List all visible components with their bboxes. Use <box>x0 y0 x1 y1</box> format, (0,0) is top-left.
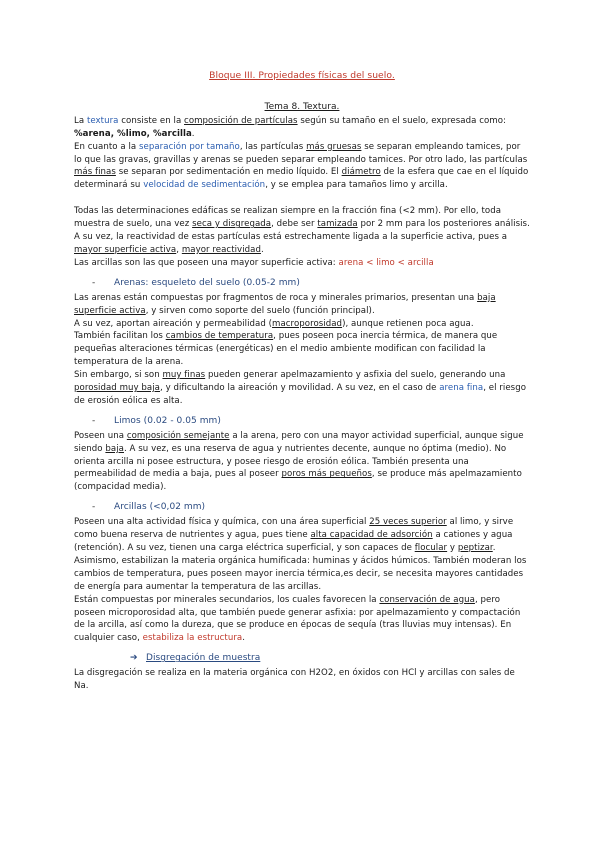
arenas-heading: - Arenas: esqueleto del suelo (0.05-2 mm) <box>92 277 300 288</box>
disgregacion-paragraph: La disgregación se realiza en la materia orgánica con H2O2, en óxidos con HCl y arcillas con sales de Na. <box>74 668 515 692</box>
clay-surface-line: Las arcillas son las que poseen una mayor superficie activa: arena < limo < arcilla <box>74 257 434 268</box>
arenas-paragraph-2: A su vez, aportan aireación y permeabilidad (macroporosidad), aunque retienen poca agua. <box>74 318 474 329</box>
determinations-paragraph: Todas las determinaciones edáficas se realizan siempre en la fracción fina (<2 mm). Por ello, toda muestra de suelo, una vez seca y disgregada, debe ser tamizada por 2 mm para los posteriores análisis. A su vez, la reactividad de estas partículas está estrechamente ligada a la superficie activa, pues a mayor superficie activa, mayor reactividad. <box>74 206 530 255</box>
topic-title: Tema 8. Textura. <box>264 101 340 112</box>
arcillas-paragraph-3: Están compuestas por minerales secundarios, los cuales favorecen la conservación de agua, pero poseen microporosidad alta, que también puede generar asfixia: por apelmazamiento y compactación de la arcilla, así como la dureza, que se produce en épocas de sequía (tras lluvias muy intensas). En cualquier caso, estabiliza la estructura. <box>74 594 521 644</box>
arenas-paragraph-3: También facilitan los cambios de temperatura, pues poseen poca inercia térmica, de manera que pequeñas alteraciones térmicas (energéticas) en el medio ambiente modifican con facilidad la temperatura de la arena. <box>74 331 498 368</box>
block-title: Bloque III. Propiedades físicas del suelo. <box>209 70 395 81</box>
separation-paragraph: En cuanto a la separación por tamaño, las partículas más gruesas se separan empleando tamices, por lo que las gravas, gravillas y arenas se pueden separar empleando tamices. Por otro lado, las partículas más finas se separan por sedimentación en medio líquido. El diámetro de la esfera que cae en el líquido determinará su velocidad de sedimentación, y se emplea para tamaños limo y arcilla. <box>74 141 529 191</box>
intro-paragraph: La textura consiste en la composición de partículas según su tamaño en el suelo, expresada como: %arena, %limo, %arcilla. <box>74 115 506 139</box>
disgregacion-heading: ➔ Disgregación de muestra <box>130 653 261 664</box>
limos-heading: - Limos (0.02 - 0.05 mm) <box>92 415 221 426</box>
arrow-right-icon: ➔ <box>130 653 138 664</box>
arcillas-heading: - Arcillas (<0,02 mm) <box>92 502 206 513</box>
arenas-paragraph-1: Las arenas están compuestas por fragmentos de roca y minerales primarios, presentan una baja superficie activa, y sirven como soporte del suelo (función principal). <box>74 292 496 316</box>
limos-paragraph: Poseen una composición semejante a la arena, pero con una mayor actividad superficial, aunque sigue siendo baja. A su vez, es una reserva de agua y nutrientes decente, aunque no óptima (medio). No orienta arcilla ni posee estructura, y posee riesgo de erosión eólica. También presenta una permeabilidad de media a baja, pues al poseer poros más pequeños, se produce más apelmazamiento (compacidad media). <box>74 430 524 493</box>
document-page <box>74 70 530 693</box>
arcillas-paragraph-1: Poseen una alta actividad física y química, con una área superficial 25 veces superior al limo, y sirve como buena reserva de nutrientes y agua, pues tiene alta capacidad de adsorción a cationes y agua (retención). A su vez, tienen una carga eléctrica superficial, y son capaces de flocular y peptizar. <box>74 517 514 553</box>
arenas-paragraph-4: Sin embargo, si son muy finas pueden generar apelmazamiento y asfixia del suelo, generando una porosidad muy baja, y dificultando la aireación y movilidad. A su vez, en el caso de arena fina, el riesgo de erosión eólica es alta. <box>74 370 527 406</box>
arcillas-paragraph-2: Asimismo, estabilizan la materia orgánica humificada: huminas y ácidos húmicos. También moderan los cambios de temperatura, pues poseen mayor inercia térmica,es decir, se necesita mayores cantidades de energía para aumentar la temperatura de las arcillas. <box>74 555 527 592</box>
